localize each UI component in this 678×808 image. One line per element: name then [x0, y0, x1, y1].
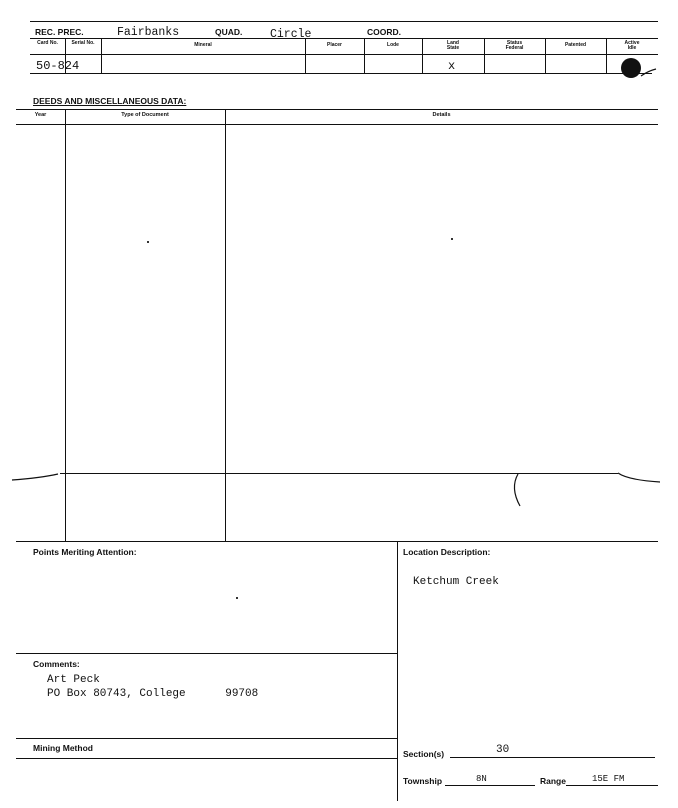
section-value: 30	[496, 744, 510, 756]
coord-label: COORD.	[367, 27, 401, 37]
card-no-value: 50-824	[36, 59, 80, 73]
rec-prec-label: REC. PREC.	[35, 27, 84, 37]
lower-top-line	[16, 541, 658, 542]
comments-label: Comments:	[33, 659, 80, 669]
comments-line-2: PO Box 80743, College 99708	[47, 688, 259, 700]
mining-method-label: Mining Method	[33, 743, 93, 753]
deeds-col-year: Year	[34, 112, 47, 118]
section-underline	[450, 757, 655, 758]
col-patented: Patented	[564, 42, 587, 48]
col-card-no: Card No.	[37, 40, 58, 46]
stray-mark	[147, 241, 149, 243]
stray-mark	[236, 597, 238, 599]
township-label: Township	[403, 776, 443, 786]
mining-method-top-line	[16, 738, 397, 739]
land-state-mark: x	[448, 59, 456, 73]
record-row-bottom-line	[30, 73, 652, 74]
top-rule	[30, 21, 658, 22]
range-label: Range	[540, 776, 566, 786]
deeds-col-type: Type of Document	[121, 112, 169, 118]
location-value: Ketchum Creek	[413, 576, 499, 588]
township-value: 8N	[476, 774, 487, 784]
points-label: Points Meriting Attention:	[33, 547, 137, 557]
stray-mark	[451, 238, 453, 240]
range-underline	[566, 785, 658, 786]
comments-top-line	[16, 653, 397, 654]
township-underline	[445, 785, 535, 786]
pen-stroke	[640, 68, 660, 78]
col-active-idle: Active Idle	[624, 40, 640, 51]
pen-curves	[10, 466, 670, 516]
deeds-section-title: DEEDS AND MISCELLANEOUS DATA:	[33, 96, 187, 106]
range-value: 15E FM	[592, 774, 625, 784]
col-status-federal: Status Federal	[505, 40, 524, 51]
deeds-col-details: Details	[432, 112, 451, 118]
rec-prec-value: Fairbanks	[117, 26, 180, 39]
col-placer: Placer	[326, 42, 342, 48]
mining-method-bottom-line	[16, 758, 397, 759]
col-land-state: Land State	[446, 40, 460, 51]
location-label: Location Description:	[403, 547, 491, 557]
col-lode: Lode	[387, 42, 399, 48]
comments-line-1: Art Peck	[47, 674, 100, 686]
deeds-header-line	[16, 124, 658, 125]
lower-divider	[397, 541, 398, 801]
section-label: Section(s)	[403, 749, 445, 759]
deeds-top-line	[16, 109, 658, 110]
header-row-top-line	[30, 38, 658, 39]
col-mineral: Mineral	[194, 42, 212, 48]
quad-label: QUAD.	[215, 27, 243, 37]
header-row-bottom-line	[30, 54, 658, 55]
quad-value: Circle	[270, 28, 312, 41]
active-idle-filled-mark	[621, 58, 641, 78]
col-serial-no: Serial No.	[71, 40, 95, 46]
